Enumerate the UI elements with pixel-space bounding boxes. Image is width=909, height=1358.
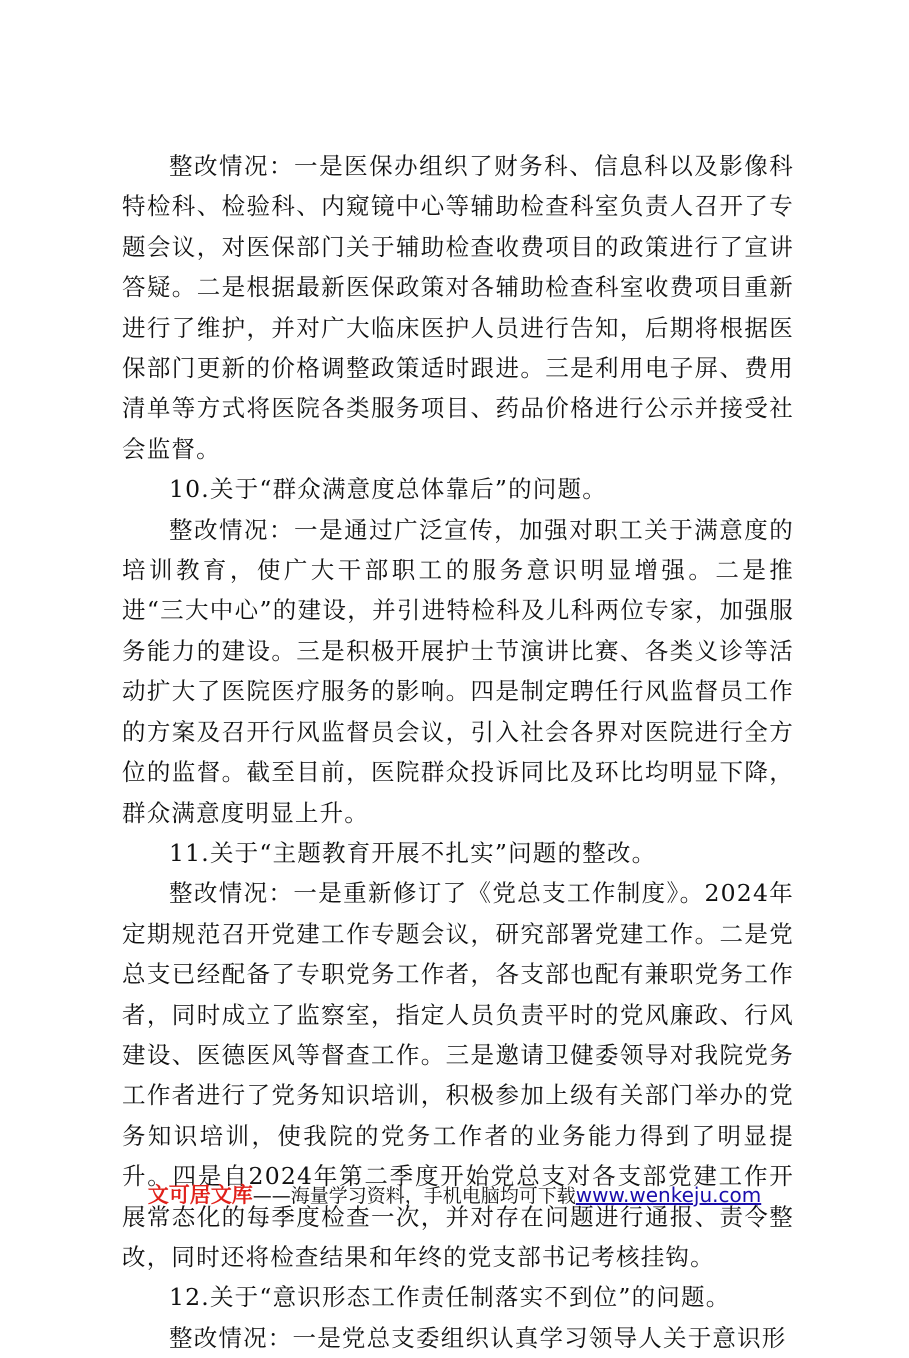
paragraph: 整改情况：一是重新修订了《党总支工作制度》。2024年定期规范召开党建工作专题会议，研究部署党建工作。二是党总支已经配备了专职党务工作者，各支部也配有兼职党务工作者，同时成立了监察室，指定人员负责平时的党风廉政、行风建设、医德医风等督查工作。三是邀请卫健委领导对我院党务工作者进行了党务知识培训，积极参加上级有关部门举办的党务知识培训，使我院的党务工作者的业务能力得到了明显提升。四是自2024年第二季度开始党总支对各支部党建工作开展常态化的每季度检查一次，并对存在问题进行通报、责令整改，同时还将检查结果和年终的党支部书记考核挂钩。 <box>122 879 794 1271</box>
paragraph-heading: 11.关于“主题教育开展不扎实”问题的整改。 <box>169 838 657 867</box>
paragraph: 整改情况：一是通过广泛宣传，加强对职工关于满意度的培训教育，使广大干部职工的服务意识明显增强。二是推进“三大中心”的建设，并引进特检科及儿科两位专家，加强服务能力的建设。三是积极开展护士节演讲比赛、各类义诊等活动扩大了医院医疗服务的影响。四是制定聘任行风监督员工作的方案及召开行风监督员会议，引入社会各界对医院进行全方位的监督。截至目前，医院群众投诉同比及环比均明显下降，群众满意度明显上升。 <box>122 515 794 827</box>
footer-link[interactable]: www.wenkeju.com <box>575 1183 762 1207</box>
document-body <box>122 146 794 1358</box>
paragraph: 整改情况：一是党总支委组织认真学习领导人关于意识形 <box>169 1323 787 1352</box>
footer-slogan: ——海量学习资料，手机电脑均可下载 <box>252 1185 576 1207</box>
footer-banner <box>0 1181 909 1210</box>
paragraph-heading: 10.关于“群众满意度总体靠后”的问题。 <box>169 475 607 504</box>
footer-brand: 文可居文库 <box>147 1183 253 1207</box>
paragraph-heading: 12.关于“意识形态工作责任制落实不到位”的问题。 <box>169 1283 731 1312</box>
paragraph: 整改情况：一是医保办组织了财务科、信息科以及影像科特检科、检验科、内窥镜中心等辅助检查科室负责人召开了专题会议，对医保部门关于辅助检查收费项目的政策进行了宣讲答疑。二是根据最新医保政策对各辅助检查科室收费项目重新进行了维护，并对广大临床医护人员进行告知，后期将根据医保部门更新的价格调整政策适时跟进。三是利用电子屏、费用清单等方式将医院各类服务项目、药品价格进行公示并接受社会监督。 <box>122 152 794 463</box>
